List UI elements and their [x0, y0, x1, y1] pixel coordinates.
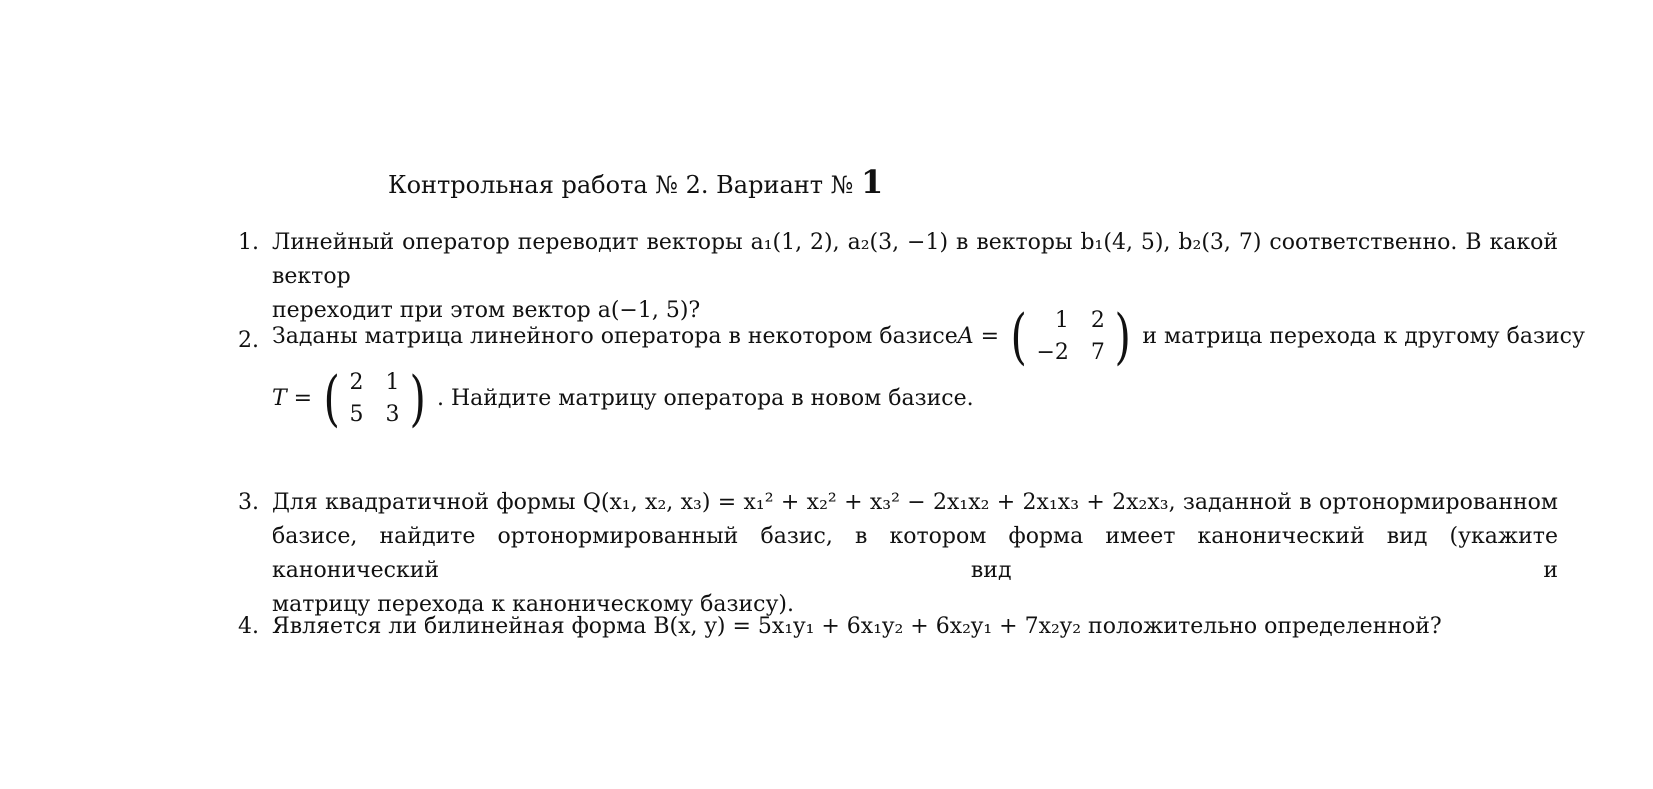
- matrix-a-cell: 2: [1090, 308, 1105, 333]
- matrix-a-cell: 1: [1054, 308, 1069, 333]
- task-4: [238, 610, 1558, 644]
- variant-number: 1: [861, 163, 884, 201]
- matrix-t-cell: 2: [349, 370, 364, 395]
- task-number: 3.: [238, 490, 259, 515]
- matrix-t-cell: 5: [349, 402, 364, 427]
- task-2-line-2: [272, 364, 1558, 434]
- matrix-a-cell: −2: [1036, 340, 1069, 365]
- task-3-line-3: матрицу перехода к каноническому базису).: [272, 592, 794, 617]
- matrix-t-label: T =: [272, 386, 313, 411]
- matrix-a: ( 1 2 −2 7 ): [1010, 302, 1131, 372]
- matrix-t-cell: 3: [385, 402, 400, 427]
- title-prefix: Контрольная работа № 2. Вариант №: [388, 171, 854, 199]
- task-2-text-after-t: . Найдите матрицу оператора в новом базисе.: [436, 386, 974, 411]
- task-number: 4.: [238, 614, 259, 639]
- task-1-line-1: Линейный оператор переводит векторы a₁(1, 2), a₂(3, −1) в векторы b₁(4, 5), b₂(3, 7) соответственно. В какой вектор: [272, 230, 1558, 289]
- page-title: [388, 163, 884, 201]
- task-number: 1.: [238, 230, 259, 255]
- task-3-line-1: Для квадратичной формы Q(x₁, x₂, x₃) = x₁² + x₂² + x₃² − 2x₁x₂ + 2x₁x₃ + 2x₂x₃, заданной в ортонормированном: [272, 490, 1558, 515]
- task-4-line-1: Является ли билинейная форма B(x, y) = 5x₁y₁ + 6x₁y₂ + 6x₂y₁ + 7x₂y₂ положительно определенной?: [272, 614, 1442, 639]
- task-2: [238, 302, 1585, 434]
- task-3-line-2: базисе, найдите ортонормированный базис, в котором форма имеет канонический вид (укажите канонический вид и: [272, 524, 1558, 583]
- matrix-a-cell: 7: [1090, 340, 1105, 365]
- matrix-t: ( 2 1 5 3 ): [323, 364, 426, 434]
- matrix-t-cell: 1: [385, 370, 400, 395]
- task-3: [238, 486, 1558, 622]
- task-2-line-1: [272, 302, 1585, 372]
- task-number: 2.: [238, 328, 259, 353]
- matrix-a-label: A =: [957, 324, 1000, 349]
- task-2-text-after-a: и матрица перехода к другому базису: [1142, 324, 1585, 349]
- task-1-line-2: переходит при этом вектор a(−1, 5)?: [272, 298, 701, 323]
- task-2-text-before-a: Заданы матрица линейного оператора в некотором базисе: [272, 324, 958, 349]
